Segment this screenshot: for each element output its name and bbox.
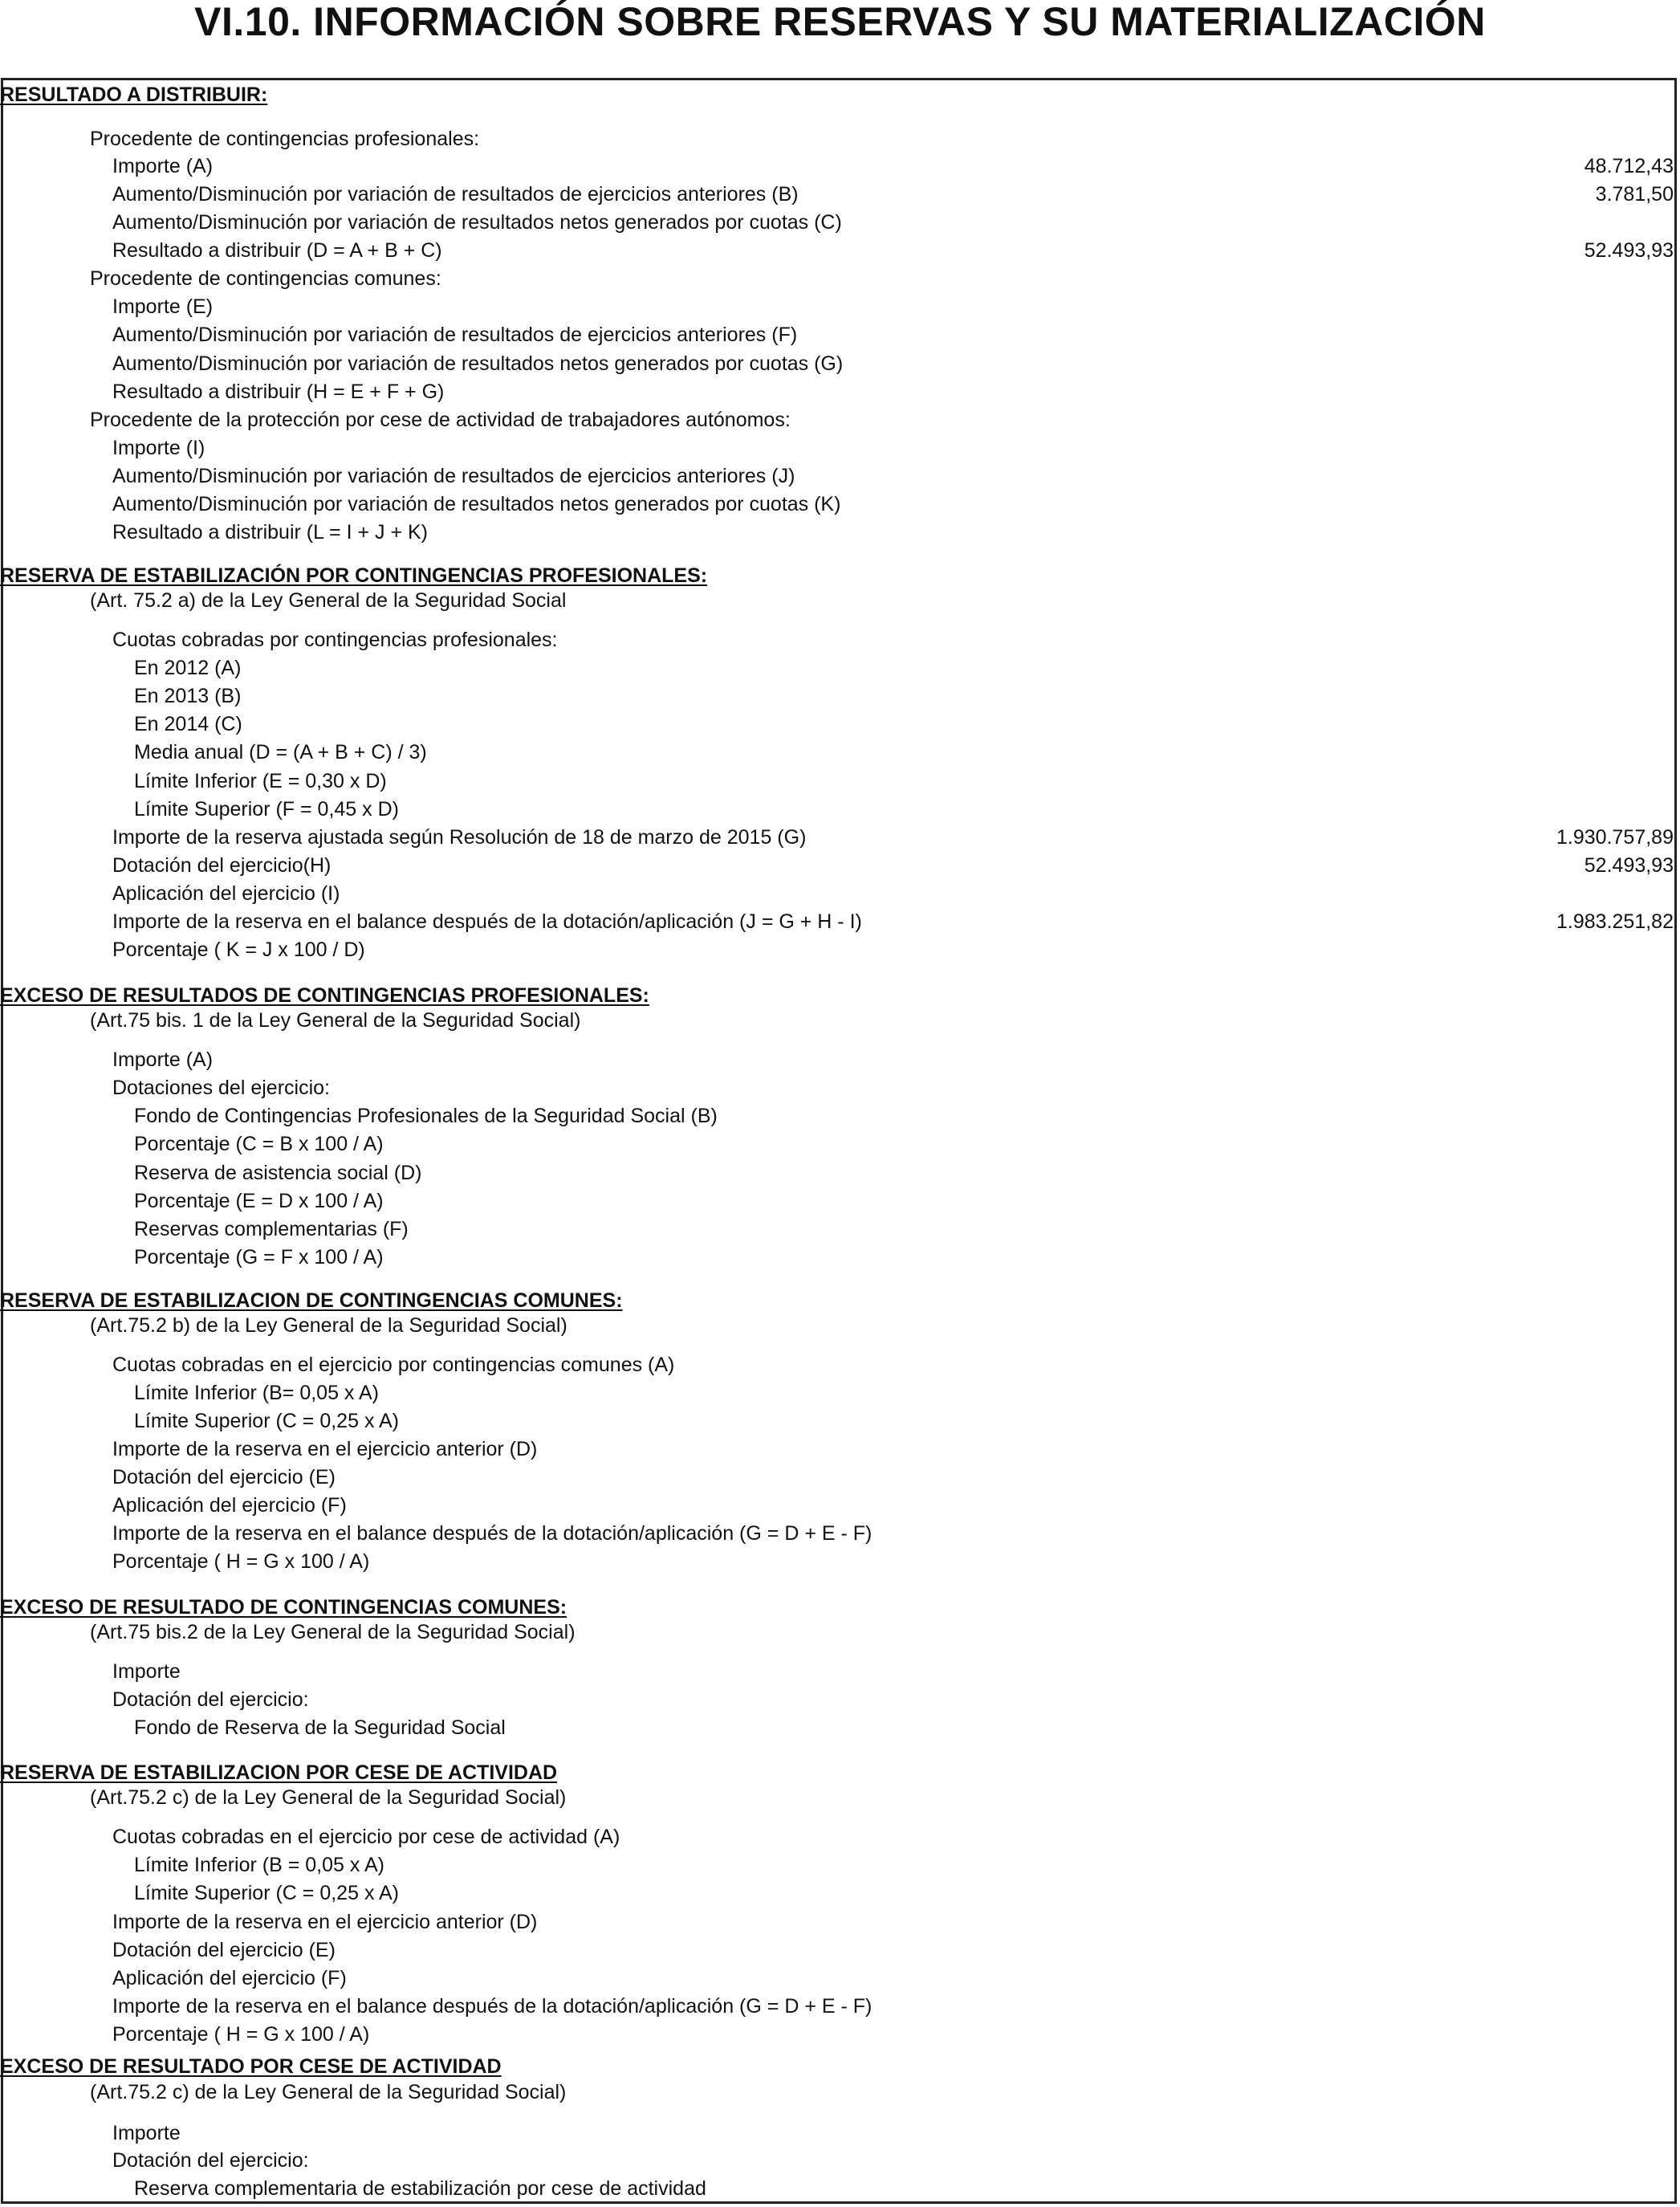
line-label: Aumento/Disminución por variación de resultados netos generados por cuotas (K)	[112, 493, 841, 515]
report-line	[0, 739, 1680, 766]
line-label: Límite Inferior (B= 0,05 x A)	[134, 1382, 379, 1404]
line-label: En 2014 (C)	[134, 713, 242, 735]
line-label: Cuotas cobradas en el ejercicio por cese de actividad (A)	[112, 1826, 620, 1848]
report-line	[0, 1407, 1680, 1435]
report-line	[0, 1007, 1680, 1034]
report-line	[0, 1312, 1680, 1339]
line-label: (Art.75.2 c) de la Ley General de la Seguridad Social)	[90, 1786, 567, 1809]
section-heading-text: EXCESO DE RESULTADO POR CESE DE ACTIVIDAD	[0, 2055, 502, 2078]
line-label: Reservas complementarias (F)	[134, 1218, 409, 1240]
report-line	[0, 2147, 1680, 2174]
line-label: Aumento/Disminución por variación de resultados de ejercicios anteriores (F)	[112, 324, 798, 346]
report-line	[0, 852, 1680, 879]
report-line	[0, 824, 1680, 851]
line-label: Dotación del ejercicio(H)	[112, 854, 332, 877]
report-line	[0, 2079, 1680, 2106]
section-heading	[0, 1759, 1680, 1786]
section-heading-text: EXCESO DE RESULTADOS DE CONTINGENCIAS PROFESIONALES:	[0, 984, 649, 1007]
report-line	[0, 1936, 1680, 1964]
line-label: Aplicación del ejercicio (F)	[112, 1494, 347, 1517]
report-line	[0, 1187, 1680, 1215]
report-line	[0, 1351, 1680, 1378]
line-label: Dotación del ejercicio (E)	[112, 1939, 336, 1961]
line-label: Límite Superior (C = 0,25 x A)	[134, 1410, 400, 1432]
line-label: Dotación del ejercicio (E)	[112, 1466, 336, 1488]
report-line	[0, 1215, 1680, 1243]
report-line	[0, 1908, 1680, 1936]
line-amount: 52.493,93	[1584, 239, 1674, 262]
report-line	[0, 2021, 1680, 2048]
report-line	[0, 1130, 1680, 1158]
line-label: Porcentaje (G = F x 100 / A)	[134, 1246, 384, 1268]
line-label: Cuotas cobradas por contingencias profesionales:	[112, 629, 558, 651]
report-line	[0, 209, 1680, 236]
report-line	[0, 181, 1680, 208]
line-label: Importe (I)	[112, 437, 205, 459]
line-label: Importe (E)	[112, 295, 214, 318]
line-label: Resultado a distribuir (D = A + B + C)	[112, 239, 442, 262]
report-line	[0, 1851, 1680, 1879]
line-label: Procedente de contingencias profesionales:	[90, 128, 480, 150]
report-line	[0, 796, 1680, 823]
report-line	[0, 350, 1680, 377]
report-line	[0, 1102, 1680, 1130]
report-line	[0, 378, 1680, 405]
line-label: Aplicación del ejercicio (I)	[112, 882, 340, 905]
report-line	[0, 1823, 1680, 1851]
report-line	[0, 1658, 1680, 1685]
line-label: En 2012 (A)	[134, 657, 242, 679]
report-line	[0, 1046, 1680, 1073]
report-line	[0, 293, 1680, 320]
report-line	[0, 1548, 1680, 1575]
report-line	[0, 1464, 1680, 1491]
line-amount: 48.712,43	[1584, 155, 1674, 177]
report-line	[0, 1435, 1680, 1463]
section-heading-text: RESULTADO A DISTRIBUIR:	[0, 83, 268, 106]
section-heading	[0, 982, 1680, 1009]
report-line	[0, 434, 1680, 462]
report-line	[0, 1492, 1680, 1519]
line-label: Resultado a distribuir (H = E + F + G)	[112, 381, 445, 403]
line-label: Dotación del ejercicio:	[112, 1688, 309, 1711]
report-line	[0, 321, 1680, 348]
report-line	[0, 2175, 1680, 2202]
line-label: Cuotas cobradas en el ejercicio por contingencias comunes (A)	[112, 1354, 675, 1376]
section-heading	[0, 1287, 1680, 1314]
line-label: Importe	[112, 2122, 181, 2144]
line-label: Aumento/Disminución por variación de resultados netos generados por cuotas (C)	[112, 211, 842, 234]
report-line	[0, 711, 1680, 738]
section-heading	[0, 562, 1680, 589]
line-label: Importe de la reserva en el balance después de la dotación/aplicación (G = D + E - F)	[112, 1995, 873, 2018]
line-label: En 2013 (B)	[134, 685, 242, 707]
line-label: (Art.75.2 c) de la Ley General de la Seguridad Social)	[90, 2081, 567, 2103]
line-label: Porcentaje ( H = G x 100 / A)	[112, 2023, 370, 2046]
section-heading	[0, 2053, 1680, 2080]
report-line	[0, 1074, 1680, 1101]
line-label: Aumento/Disminución por variación de resultados de ejercicios anteriores (J)	[112, 465, 795, 487]
report-line	[0, 1244, 1680, 1271]
line-label: (Art.75 bis.2 de la Ley General de la Seguridad Social)	[90, 1621, 576, 1643]
line-amount: 3.781,50	[1595, 183, 1674, 206]
report-line	[0, 768, 1680, 795]
report-line	[0, 587, 1680, 614]
report-line	[0, 1784, 1680, 1811]
line-label: Procedente de la protección por cese de actividad de trabajadores autónomos:	[90, 409, 791, 431]
line-label: Importe de la reserva en el balance después de la dotación/aplicación (J = G + H - I)	[112, 910, 862, 933]
line-label: Importe (A)	[112, 1049, 214, 1071]
report-line	[0, 908, 1680, 935]
line-label: Fondo de Reserva de la Seguridad Social	[134, 1716, 506, 1739]
report-line	[0, 2119, 1680, 2147]
line-label: Media anual (D = (A + B + C) / 3)	[134, 741, 427, 763]
line-label: Reserva de asistencia social (D)	[134, 1162, 422, 1184]
line-label: Porcentaje ( K = J x 100 / D)	[112, 939, 365, 961]
line-amount: 52.493,93	[1584, 854, 1674, 877]
line-label: Resultado a distribuir (L = I + J + K)	[112, 521, 429, 544]
report-line	[0, 880, 1680, 907]
section-heading	[0, 1594, 1680, 1621]
report-line	[0, 1714, 1680, 1741]
line-label: Límite Superior (C = 0,25 x A)	[134, 1882, 400, 1904]
report-line	[0, 654, 1680, 682]
line-label: Importe de la reserva en el balance después de la dotación/aplicación (G = D + E - F)	[112, 1522, 873, 1545]
section-heading-text: RESERVA DE ESTABILIZACION POR CESE DE ACTIVIDAD	[0, 1761, 558, 1784]
line-label: Dotaciones del ejercicio:	[112, 1077, 330, 1099]
line-label: Importe	[112, 1660, 181, 1683]
line-label: Aplicación del ejercicio (F)	[112, 1967, 347, 1989]
report-line	[0, 406, 1680, 434]
line-label: Límite Superior (F = 0,45 x D)	[134, 798, 399, 820]
line-label: Aumento/Disminución por variación de resultados de ejercicios anteriores (B)	[112, 183, 799, 206]
line-label: Importe de la reserva ajustada según Resolución de 18 de marzo de 2015 (G)	[112, 826, 807, 849]
line-label: Procedente de contingencias comunes:	[90, 267, 441, 290]
report-line	[0, 153, 1680, 180]
section-heading-text: EXCESO DE RESULTADO DE CONTINGENCIAS COMUNES:	[0, 1596, 567, 1619]
line-label: Porcentaje (C = B x 100 / A)	[134, 1133, 384, 1155]
line-label: Importe (A)	[112, 155, 214, 177]
line-amount: 1.983.251,82	[1556, 910, 1674, 933]
line-label: Importe de la reserva en el ejercicio anterior (D)	[112, 1438, 538, 1460]
report-line	[0, 1965, 1680, 1992]
line-label: Reserva complementaria de estabilización por cese de actividad	[134, 2177, 706, 2200]
line-label: Importe de la reserva en el ejercicio anterior (D)	[112, 1911, 538, 1933]
line-label: Límite Inferior (E = 0,30 x D)	[134, 770, 387, 792]
report-line	[0, 1993, 1680, 2020]
report-line	[0, 491, 1680, 518]
report-line	[0, 1619, 1680, 1646]
section-heading	[0, 81, 1680, 108]
page-title: VI.10. INFORMACIÓN SOBRE RESERVAS Y SU MATERIALIZACIÓN	[194, 0, 1486, 44]
line-label: Aumento/Disminución por variación de resultados netos generados por cuotas (G)	[112, 352, 844, 375]
line-label: Fondo de Contingencias Profesionales de la Seguridad Social (B)	[134, 1105, 718, 1127]
line-label: Dotación del ejercicio:	[112, 2149, 309, 2172]
report-line	[0, 626, 1680, 654]
line-amount: 1.930.757,89	[1556, 826, 1674, 849]
report-line	[0, 1879, 1680, 1907]
report-line	[0, 519, 1680, 546]
section-heading-text: RESERVA DE ESTABILIZACIÓN POR CONTINGENCIAS PROFESIONALES:	[0, 564, 708, 587]
report-line	[0, 1159, 1680, 1187]
line-label: (Art.75 bis. 1 de la Ley General de la Seguridad Social)	[90, 1009, 581, 1032]
line-label: Límite Inferior (B = 0,05 x A)	[134, 1854, 384, 1876]
line-label: Porcentaje ( H = G x 100 / A)	[112, 1550, 370, 1573]
report-line	[0, 265, 1680, 292]
section-heading-text: RESERVA DE ESTABILIZACION DE CONTINGENCIAS COMUNES:	[0, 1289, 623, 1312]
line-label: (Art. 75.2 a) de la Ley General de la Seguridad Social	[90, 589, 567, 612]
report-line	[0, 1686, 1680, 1713]
line-label: (Art.75.2 b) de la Ley General de la Seguridad Social)	[90, 1314, 567, 1337]
line-label: Porcentaje (E = D x 100 / A)	[134, 1190, 384, 1212]
report-line	[0, 237, 1680, 264]
report-line	[0, 462, 1680, 490]
report-line	[0, 1520, 1680, 1547]
report-line	[0, 125, 1680, 153]
report-line	[0, 1379, 1680, 1407]
report-line	[0, 682, 1680, 710]
report-line	[0, 936, 1680, 963]
